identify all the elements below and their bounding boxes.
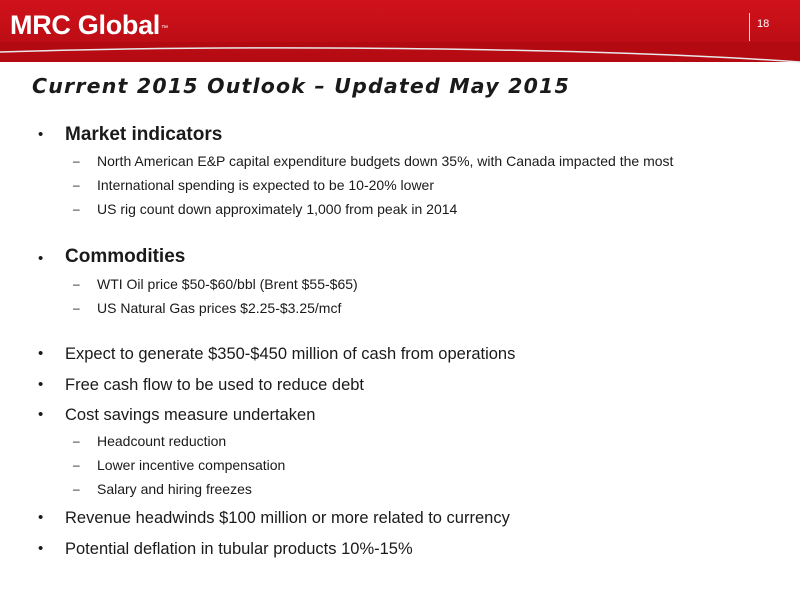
- bullet-icon: •: [38, 540, 44, 557]
- list-item: International spending is expected to be 10-20% lower: [97, 177, 434, 193]
- dash-icon: –: [73, 277, 80, 291]
- bullet-icon: •: [38, 345, 44, 362]
- dash-icon: –: [73, 202, 80, 216]
- bullet-item: Potential deflation in tubular products 10%-15%: [65, 540, 413, 558]
- page-number: 18: [757, 18, 770, 30]
- list-item: Lower incentive compensation: [97, 457, 286, 473]
- list-item: WTI Oil price $50-$60/bbl (Brent $55-$65): [97, 276, 358, 292]
- trademark-mark: ™: [161, 25, 168, 32]
- list-item: US Natural Gas prices $2.25-$3.25/mcf: [97, 300, 342, 316]
- list-item: Headcount reduction: [97, 433, 227, 449]
- bullet-item: Cost savings measure undertaken: [65, 406, 316, 424]
- bullet-icon: •: [38, 509, 44, 526]
- logo-text: MRC Global: [10, 10, 160, 40]
- bullet-icon: •: [38, 406, 44, 423]
- dash-icon: –: [73, 301, 80, 315]
- section-heading-market-indicators: Market indicators: [65, 124, 223, 145]
- bullet-item: Expect to generate $350-$450 million of cash from operations: [65, 345, 516, 363]
- dash-icon: –: [73, 434, 80, 448]
- bullet-icon: •: [38, 250, 44, 267]
- bullet-icon: •: [38, 126, 44, 143]
- section-heading-commodities: Commodities: [65, 246, 186, 267]
- bullet-icon: •: [38, 376, 44, 393]
- list-item: Salary and hiring freezes: [97, 481, 252, 497]
- bullet-item: Free cash flow to be used to reduce debt: [65, 376, 365, 394]
- dash-icon: –: [73, 458, 80, 472]
- dash-icon: –: [73, 178, 80, 192]
- dash-icon: –: [73, 154, 80, 168]
- list-item: US rig count down approximately 1,000 from peak in 2014: [97, 201, 458, 217]
- dash-icon: –: [73, 482, 80, 496]
- bullet-item: Revenue headwinds $100 million or more related to currency: [65, 509, 510, 527]
- slide-title: Current 2015 Outlook – Updated May 2015: [32, 74, 570, 98]
- list-item: North American E&P capital expenditure budgets down 35%, with Canada impacted the most: [97, 153, 674, 169]
